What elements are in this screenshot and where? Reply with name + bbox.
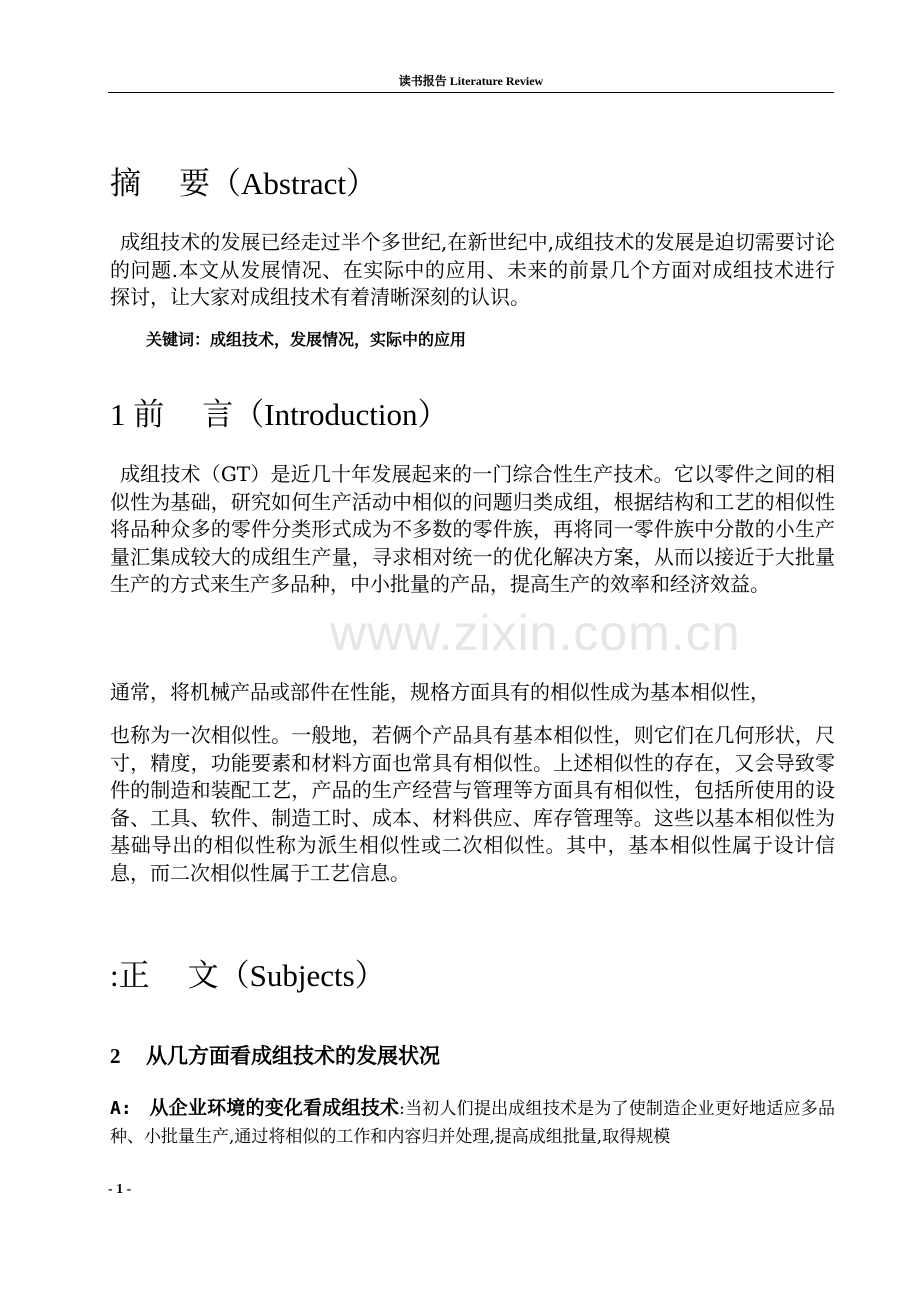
introduction-heading-en: （Introduction）: [233, 397, 449, 432]
subsection-a-title: 从企业环境的变化看成组技术: [149, 1097, 400, 1119]
introduction-heading: [110, 395, 449, 435]
page-header: 读书报告 Literature Review: [398, 74, 544, 88]
introduction-heading-zh: 前: [133, 397, 165, 432]
introduction-heading-zh2: 言: [202, 397, 234, 432]
abstract-heading-zh: 摘: [110, 166, 141, 201]
subjects-heading-en: （Subjects）: [218, 958, 386, 993]
abstract-heading: [110, 164, 377, 204]
subsection-a: [110, 1094, 835, 1151]
abstract-heading-zh2: 要: [179, 166, 210, 201]
abstract-heading-en: （Abstract）: [210, 166, 378, 201]
section-2-heading: [110, 1040, 440, 1070]
subsection-a-body: :当初人们提出成组技术是为了使制造企业更好地适应多品种、小批量生产,通过将相似的工作和内容归并处理,提高成组批量,取得规模: [110, 1099, 835, 1147]
subjects-heading-prefix: :正: [110, 958, 150, 993]
subjects-heading-zh2: 文: [187, 958, 219, 993]
introduction-para-1: 成组技术（GT）是近几十年发展起来的一门综合性生产技术。它以零件之间的相似性为基础，研究如何生产活动中相似的问题归类成组，根据结构和工艺的相似性将品种众多的零件分类形式成为不多数的零件族，再将同一零件族中分散的小生产量汇集成较大的成组生产量，寻求相对统一的优化解决方案，从而以接近于大批量生产的方式来生产多品种，中小批量的产品，提高生产的效率和经济效益。: [110, 462, 835, 596]
keywords: 关键词：成组技术，发展情况，实际中的应用: [146, 330, 467, 349]
section-2-number: 2: [110, 1044, 121, 1068]
subsection-a-label: A:: [110, 1098, 132, 1119]
abstract-body: 成组技术的发展已经走过半个多世纪,在新世纪中,成组技术的发展是迫切需要讨论的问题.本文从发展情况、在实际中的应用、未来的前景几个方面对成组技术进行探讨，让大家对成组技术有着清晰深刻的认识。: [110, 230, 835, 309]
watermark: www.zixin.com.cn: [330, 605, 741, 661]
introduction-heading-num: 1: [110, 397, 126, 432]
introduction-para-2: 通常，将机械产品或部件在性能，规格方面具有的相似性成为基本相似性，: [110, 680, 770, 704]
section-2-title: 从几方面看成组技术的发展状况: [146, 1044, 440, 1068]
page-number: - 1 -: [108, 1182, 132, 1197]
subjects-heading: [110, 956, 386, 996]
header-rule: [108, 92, 834, 93]
introduction-para-3: 也称为一次相似性。一般地，若俩个产品具有基本相似性，则它们在几何形状，尺寸，精度，功能要素和材料方面也常具有相似性。上述相似性的存在，又会导致零件的制造和装配工艺，产品的生产经营与管理等方面具有相似性，包括所使用的设备、工具、软件、制造工时、成本、材料供应、库存管理等。这些以基本相似性为基础导出的相似性称为派生相似性或二次相似性。其中，基本相似性属于设计信息，而二次相似性属于工艺信息。: [110, 723, 835, 885]
